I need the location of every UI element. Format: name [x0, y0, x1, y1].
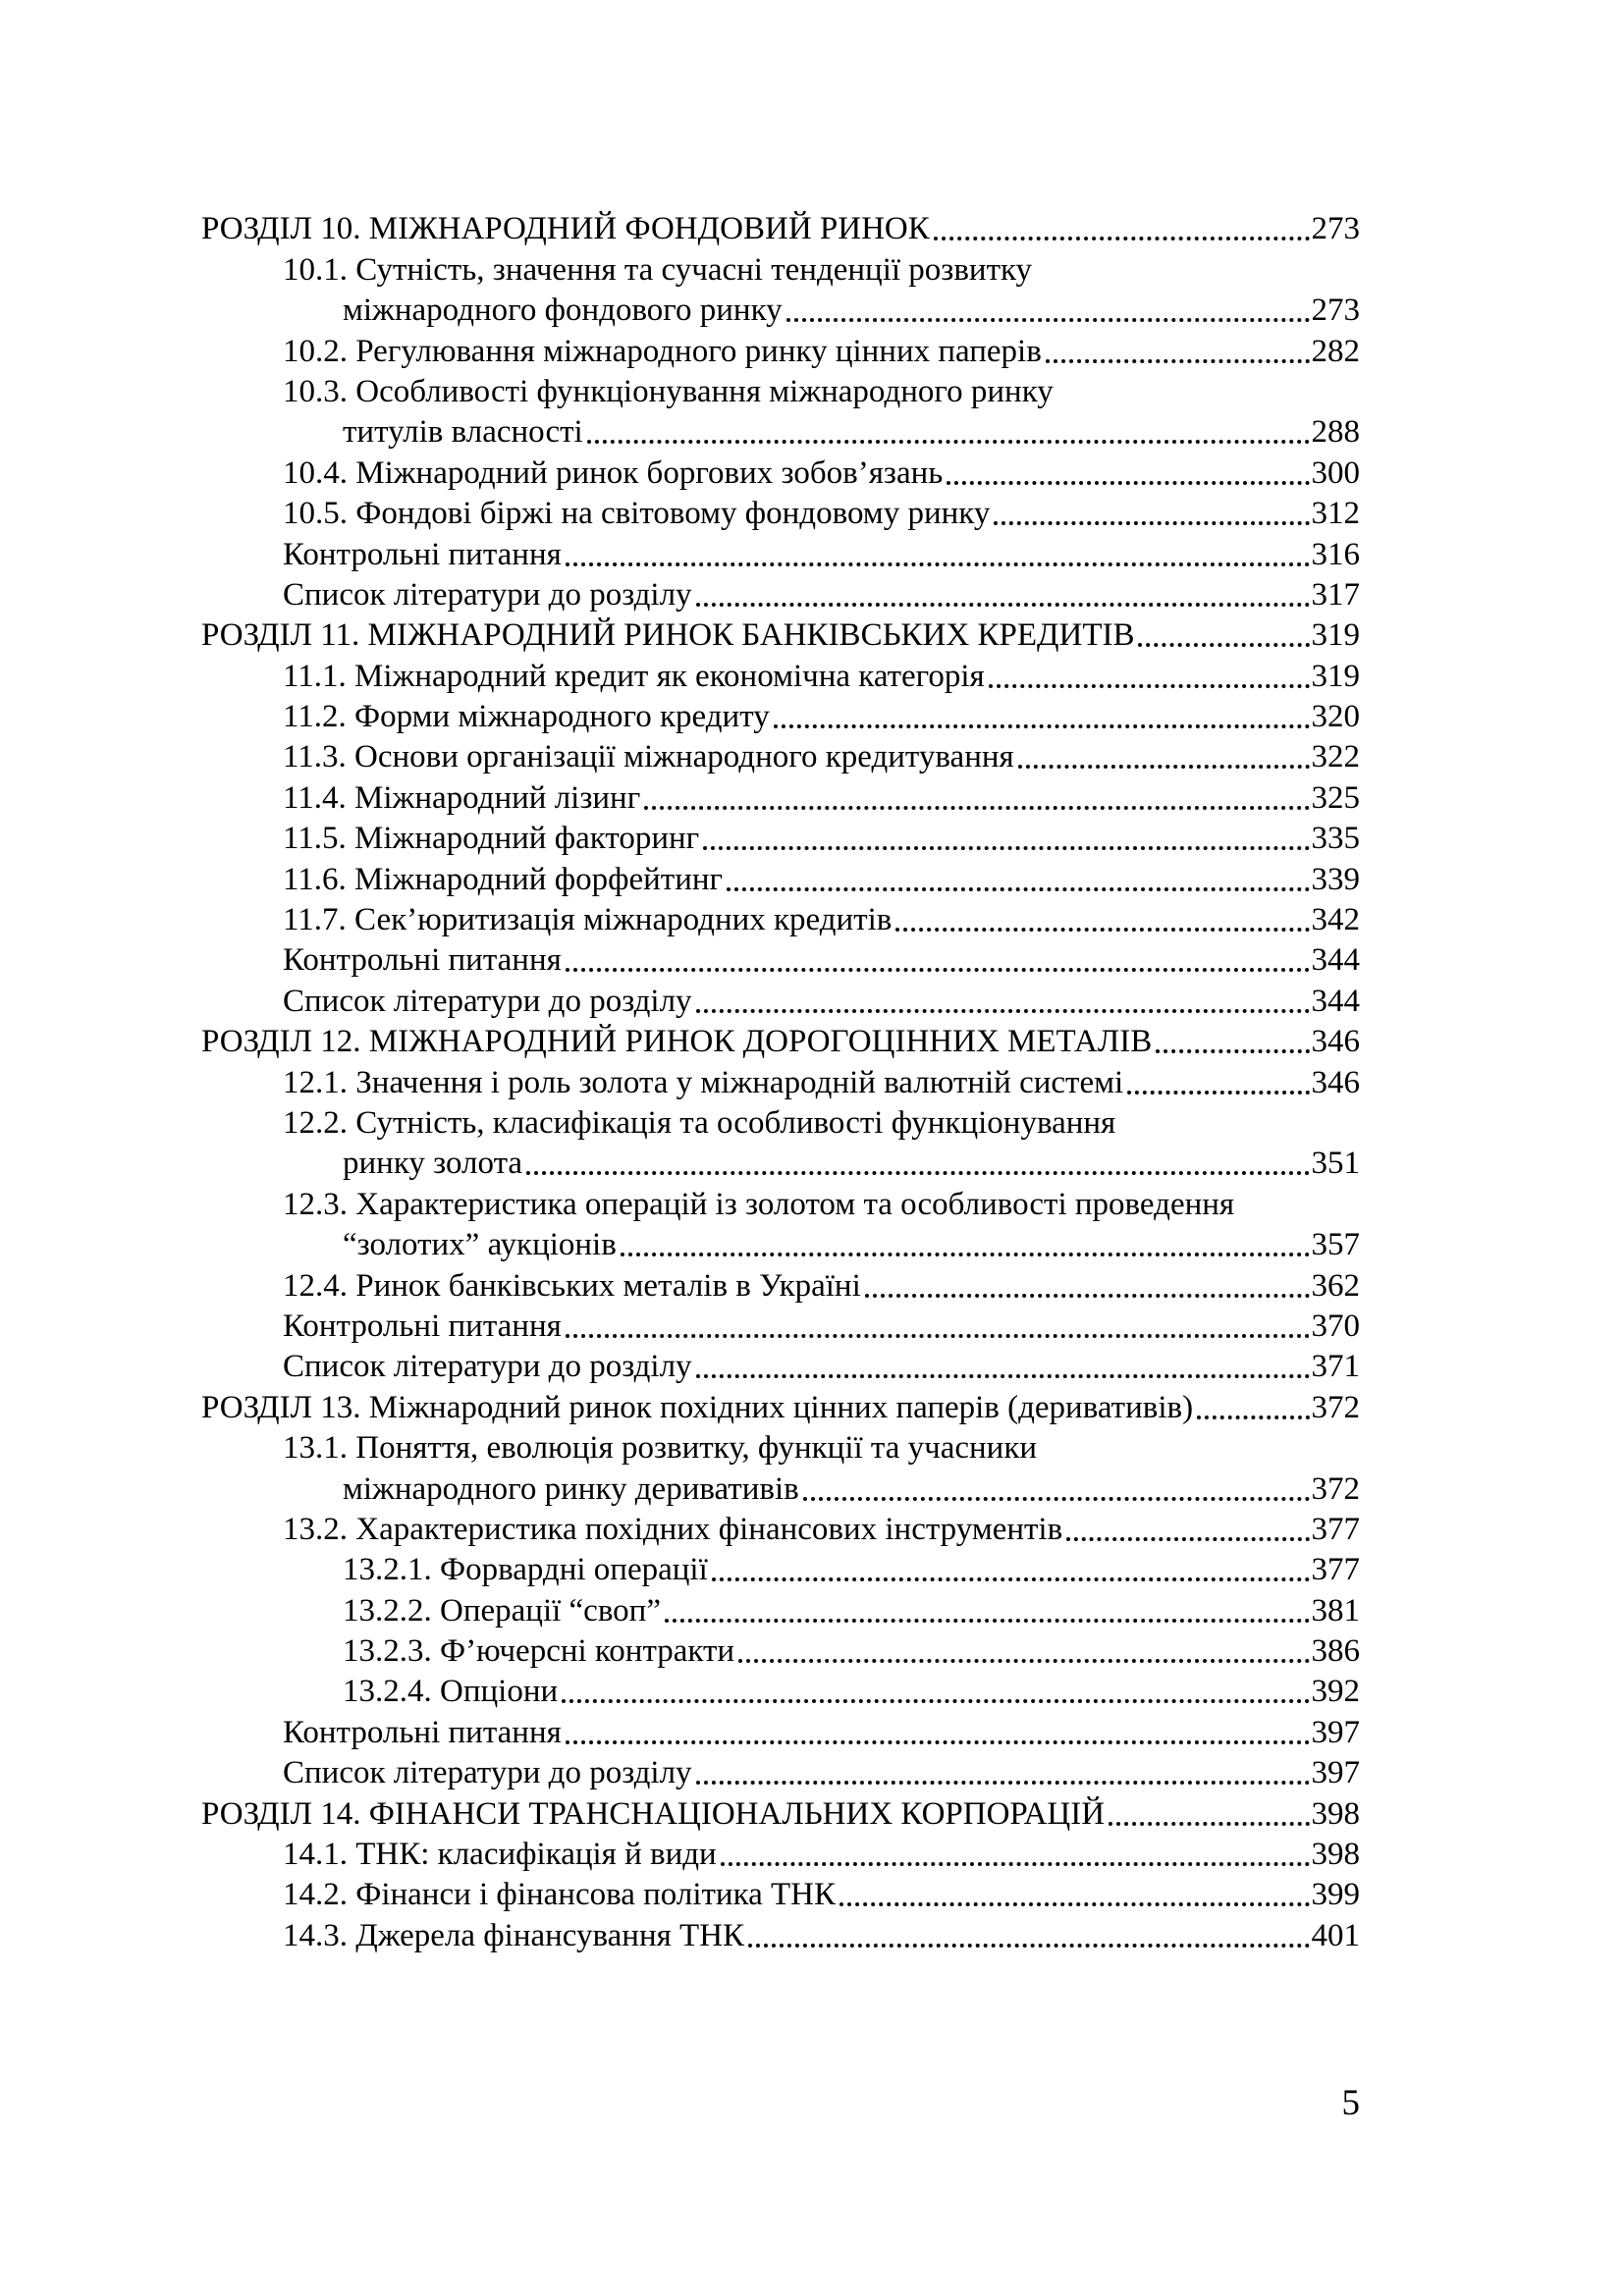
leader-dots: [1156, 1049, 1309, 1053]
toc-entry-page: 381: [1311, 1592, 1360, 1629]
toc-entry: [201, 1751, 1360, 1791]
toc-entry-text: 12.1. Значення і роль золота у міжнародній валютній системі: [283, 1064, 1124, 1100]
toc-entry-page: 317: [1311, 576, 1360, 613]
leader-dots: [703, 846, 1309, 850]
toc-entry-text: 13.2.4. Опціони: [343, 1674, 559, 1710]
toc-entry-page: 372: [1311, 1389, 1360, 1425]
toc-entry: [201, 492, 1360, 532]
toc-entry-page: 399: [1311, 1877, 1360, 1913]
toc-entry: [201, 735, 1360, 775]
toc-entry-page: 288: [1311, 414, 1360, 451]
toc-entry-page: 401: [1311, 1917, 1360, 1953]
toc-entry: [201, 1345, 1360, 1385]
toc-entry: [201, 451, 1360, 491]
toc-entry: [201, 1548, 1360, 1588]
toc-entry: [201, 1223, 1360, 1263]
leader-dots: [566, 1740, 1310, 1744]
toc-entry: [201, 1710, 1360, 1750]
toc-chapter-entry: [201, 1020, 1360, 1060]
leader-dots: [989, 684, 1310, 688]
leader-dots: [895, 928, 1309, 932]
toc-entry-page: 344: [1311, 942, 1360, 979]
toc-entry: [201, 329, 1360, 369]
toc-entry: [201, 532, 1360, 572]
leader-dots: [566, 1334, 1310, 1338]
toc-entry: [201, 573, 1360, 614]
toc-entry-page: 273: [1311, 211, 1360, 247]
toc-entry: [201, 1670, 1360, 1710]
toc-chapter-entry: [201, 1791, 1360, 1832]
toc-entry-page: 397: [1311, 1755, 1360, 1791]
toc-entry-text: міжнародного фондового ринку: [343, 293, 783, 329]
leader-dots: [696, 603, 1310, 607]
toc-entry-page: 392: [1311, 1674, 1360, 1710]
leader-dots: [786, 318, 1310, 322]
toc-chapter-entry: [201, 614, 1360, 654]
toc-entry: [201, 817, 1360, 857]
toc-entry-text: 10.4. Міжнародний ринок боргових зобов’язань: [283, 454, 944, 491]
toc-entry: [201, 654, 1360, 694]
toc-entry-page: 300: [1311, 454, 1360, 491]
toc-entry-text: Контрольні питання: [283, 942, 562, 979]
toc-entry-page: 362: [1311, 1267, 1360, 1304]
toc-entry-page: 273: [1311, 293, 1360, 329]
leader-dots: [1127, 1091, 1309, 1095]
toc-entry-page: 377: [1311, 1552, 1360, 1588]
toc-entry-text: РОЗДІЛ 11. МІЖНАРОДНИЙ РИНОК БАНКІВСЬКИХ КРЕДИТІВ: [201, 617, 1135, 654]
toc-entry-text: міжнародного ринку деривативів: [343, 1470, 799, 1507]
leader-dots: [803, 1497, 1310, 1501]
toc-entry: [201, 370, 1360, 410]
toc-entry: [201, 1833, 1360, 1873]
leader-dots: [748, 1944, 1309, 1948]
toc-entry-text: 12.4. Ринок банківських металів в Україні: [283, 1267, 861, 1304]
leader-dots: [1018, 765, 1310, 769]
toc-entry-text: 11.4. Міжнародний лізинг: [283, 779, 641, 816]
toc-entry: [201, 938, 1360, 979]
toc-entry: [201, 289, 1360, 329]
toc-chapter-entry: [201, 207, 1360, 247]
toc-entry: [201, 1508, 1360, 1548]
toc-entry-text: Список літератури до розділу: [283, 576, 692, 613]
toc-entry-text: 14.3. Джерела фінансування ТНК: [283, 1917, 745, 1953]
toc-entry-text: 11.2. Форми міжнародного кредиту: [283, 699, 770, 735]
toc-entry-page: 377: [1311, 1511, 1360, 1547]
toc-entry-text: ринку золота: [343, 1146, 523, 1182]
toc-entry-page: 342: [1311, 902, 1360, 938]
toc-entry: [201, 1873, 1360, 1913]
leader-dots: [644, 806, 1309, 810]
toc-entry-text: 12.2. Сутність, класифікація та особливості функціонування: [283, 1104, 1116, 1141]
toc-entry: [201, 1588, 1360, 1629]
toc-entry-text: Список літератури до розділу: [283, 1755, 692, 1791]
toc-entry-page: 357: [1311, 1227, 1360, 1263]
leader-dots: [865, 1294, 1310, 1298]
toc-entry: [201, 775, 1360, 816]
leader-dots: [696, 1374, 1310, 1378]
toc-entry-text: РОЗДІЛ 12. МІЖНАРОДНИЙ РИНОК ДОРОГОЦІННИХ МЕТАЛІВ: [201, 1024, 1153, 1060]
toc-entry-text: 14.1. ТНК: класифікація й види: [283, 1837, 717, 1873]
toc-entry: [201, 898, 1360, 938]
toc-entry-page: 312: [1311, 496, 1360, 532]
leader-dots: [774, 724, 1310, 728]
toc-entry-page: 316: [1311, 536, 1360, 572]
toc-entry: [201, 1426, 1360, 1467]
toc-entry-text: РОЗДІЛ 13. Міжнародний ринок похідних цінних паперів (деривативів): [201, 1389, 1194, 1425]
toc-entry-text: 10.3. Особливості функціонування міжнародного ринку: [283, 373, 1054, 409]
toc-entry-page: 398: [1311, 1837, 1360, 1873]
toc-entry-page: 372: [1311, 1470, 1360, 1507]
toc-entry: [201, 1263, 1360, 1304]
leader-dots: [587, 440, 1310, 444]
table-of-contents: [201, 207, 1360, 1954]
toc-entry-text: РОЗДІЛ 14. ФІНАНСИ ТРАНСНАЦІОНАЛЬНИХ КОРПОРАЦІЙ: [201, 1795, 1106, 1832]
leader-dots: [1138, 643, 1309, 647]
toc-entry: [201, 1101, 1360, 1142]
leader-dots: [562, 1699, 1309, 1703]
toc-entry-page: 351: [1311, 1146, 1360, 1182]
toc-entry-text: 11.7. Сек’юритизація міжнародних кредитів: [283, 902, 893, 938]
toc-entry-text: 10.2. Регулювання міжнародного ринку цінних паперів: [283, 333, 1042, 369]
page-number: 5: [1341, 2083, 1360, 2123]
toc-entry: [201, 1142, 1360, 1182]
leader-dots: [566, 562, 1310, 566]
leader-dots: [696, 1781, 1310, 1785]
toc-entry-text: 13.2.2. Операції “своп”: [343, 1592, 661, 1629]
leader-dots: [839, 1902, 1309, 1906]
toc-entry-text: Список літератури до розділу: [283, 1349, 692, 1385]
toc-entry-page: 335: [1311, 821, 1360, 857]
toc-entry-text: 10.1. Сутність, значення та сучасні тенденції розвитку: [283, 251, 1033, 288]
toc-entry-text: титулів власності: [343, 414, 583, 451]
toc-entry-page: 346: [1311, 1064, 1360, 1100]
toc-entry-page: 386: [1311, 1633, 1360, 1670]
toc-entry-text: РОЗДІЛ 10. МІЖНАРОДНИЙ ФОНДОВИЙ РИНОК: [201, 211, 930, 247]
toc-entry-page: 344: [1311, 983, 1360, 1019]
toc-entry-page: 370: [1311, 1308, 1360, 1344]
toc-entry: [201, 1305, 1360, 1345]
leader-dots: [1046, 359, 1310, 363]
toc-entry: [201, 979, 1360, 1019]
leader-dots: [1197, 1415, 1309, 1419]
toc-entry: [201, 1913, 1360, 1953]
toc-entry-page: 319: [1311, 617, 1360, 654]
toc-entry-text: 10.5. Фондові біржі на світовому фондовому ринку: [283, 496, 991, 532]
toc-entry-text: 11.5. Міжнародний факторинг: [283, 821, 700, 857]
toc-entry-page: 282: [1311, 333, 1360, 369]
toc-entry-text: 11.6. Міжнародний форфейтинг: [283, 861, 724, 897]
leader-dots: [738, 1659, 1309, 1663]
toc-entry: [201, 247, 1360, 288]
toc-entry-page: 322: [1311, 739, 1360, 775]
toc-entry-text: Контрольні питання: [283, 1308, 562, 1344]
toc-entry: [201, 1060, 1360, 1100]
toc-entry: [201, 1629, 1360, 1670]
toc-entry-page: 397: [1311, 1714, 1360, 1750]
toc-entry: [201, 1467, 1360, 1507]
toc-entry-text: 13.2.1. Форвардні операції: [343, 1552, 708, 1588]
leader-dots: [526, 1171, 1309, 1175]
toc-entry: [201, 857, 1360, 897]
toc-entry-text: Контрольні питання: [283, 536, 562, 572]
leader-dots: [621, 1253, 1310, 1256]
toc-entry-page: 325: [1311, 779, 1360, 816]
toc-entry-text: 13.2. Характеристика похідних фінансових інструментів: [283, 1511, 1063, 1547]
leader-dots: [994, 521, 1309, 525]
toc-entry-page: 320: [1311, 699, 1360, 735]
toc-entry-page: 319: [1311, 658, 1360, 694]
toc-entry-text: 13.2.3. Ф’ючерсні контракти: [343, 1633, 735, 1670]
toc-entry-text: 11.3. Основи організації міжнародного кредитування: [283, 739, 1014, 775]
leader-dots: [696, 1009, 1310, 1013]
leader-dots: [721, 1862, 1310, 1866]
leader-dots: [665, 1619, 1310, 1623]
toc-entry-page: 398: [1311, 1795, 1360, 1832]
leader-dots: [1109, 1822, 1309, 1826]
toc-entry: [201, 1182, 1360, 1222]
toc-entry-text: “золотих” аукціонів: [343, 1227, 617, 1263]
leader-dots: [566, 968, 1310, 972]
toc-entry-text: 14.2. Фінанси і фінансова політика ТНК: [283, 1877, 837, 1913]
toc-entry-text: 12.3. Характеристика операцій із золотом та особливості проведення: [283, 1186, 1235, 1222]
toc-entry-text: Список літератури до розділу: [283, 983, 692, 1019]
leader-dots: [1066, 1537, 1309, 1541]
toc-chapter-entry: [201, 1385, 1360, 1425]
leader-dots: [727, 887, 1309, 891]
leader-dots: [712, 1577, 1310, 1581]
toc-entry-text: 13.1. Поняття, еволюція розвитку, функції та учасники: [283, 1430, 1038, 1467]
toc-entry-page: 371: [1311, 1349, 1360, 1385]
toc-entry-text: 11.1. Міжнародний кредит як економічна категорія: [283, 658, 985, 694]
toc-entry: [201, 695, 1360, 735]
toc-entry-page: 346: [1311, 1024, 1360, 1060]
toc-entry-page: 339: [1311, 861, 1360, 897]
toc-entry: [201, 410, 1360, 451]
leader-dots: [947, 481, 1309, 485]
toc-entry-text: Контрольні питання: [283, 1714, 562, 1750]
leader-dots: [934, 237, 1310, 240]
